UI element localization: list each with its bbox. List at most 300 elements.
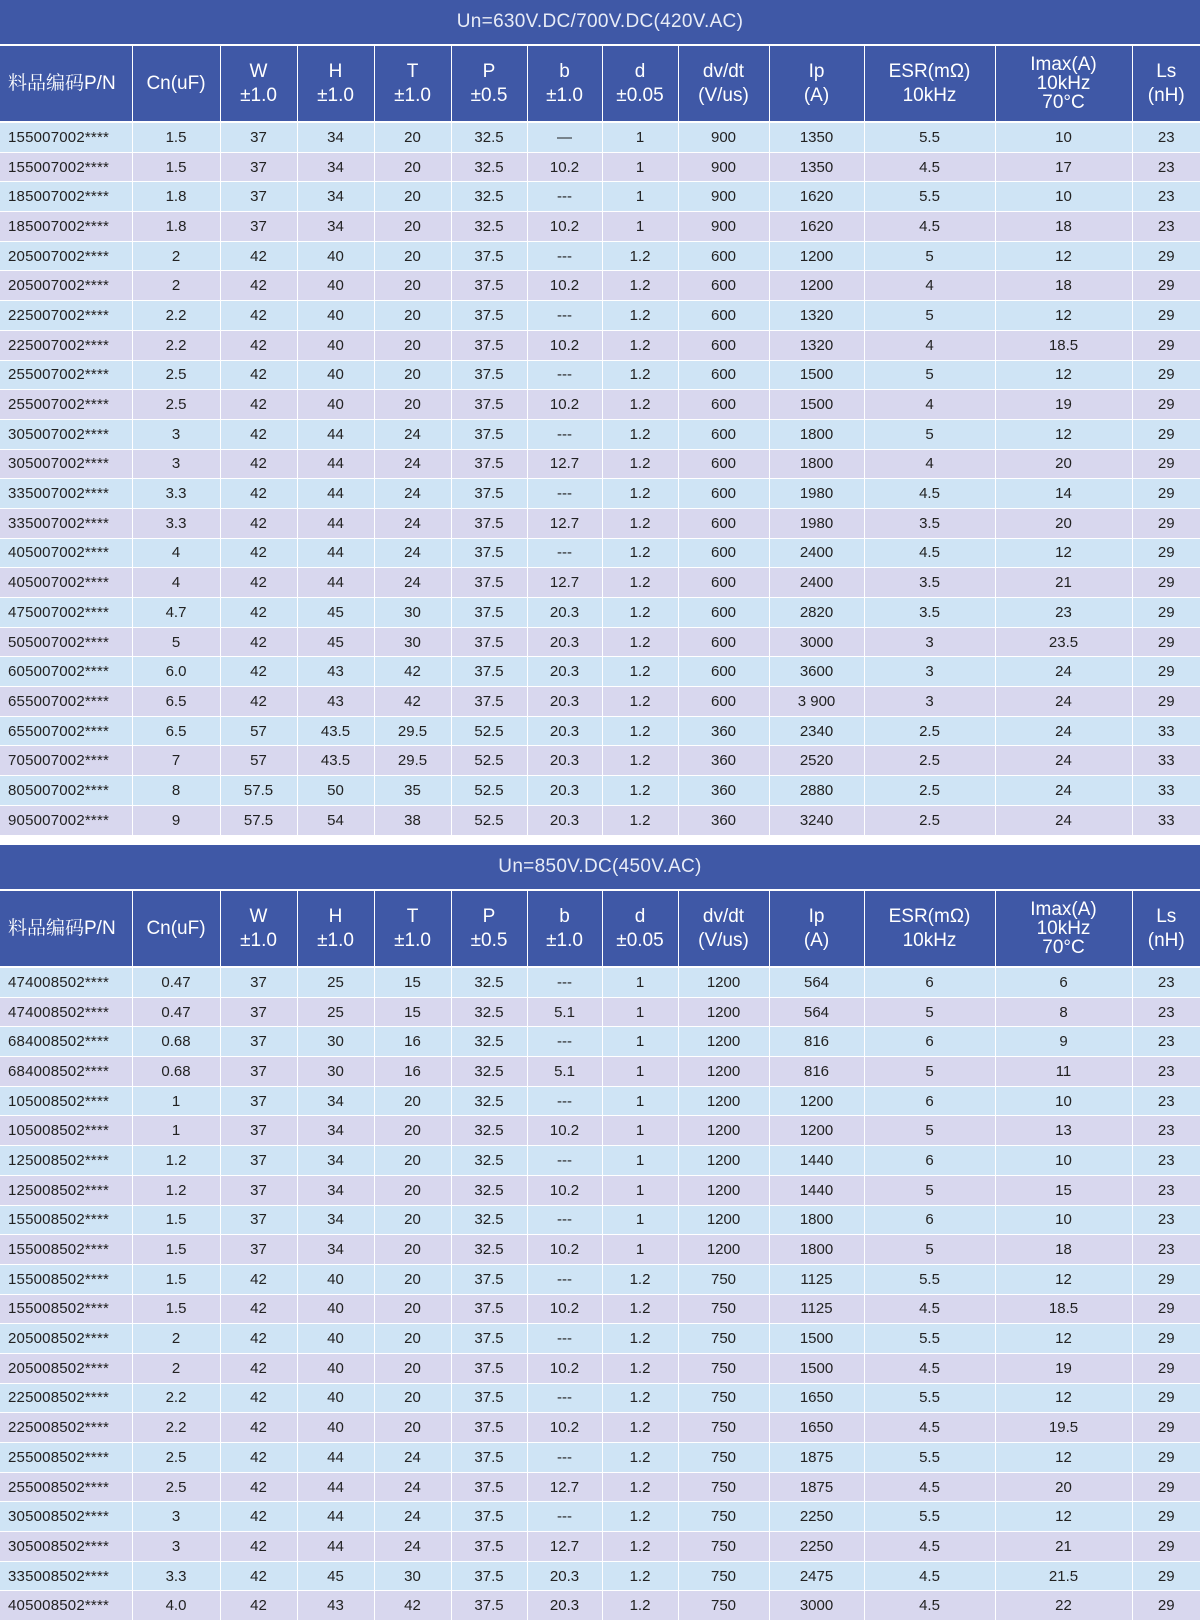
cell-ls: 23 [1132,182,1200,212]
cell-imax: 20 [995,449,1132,479]
table-row [0,301,1200,331]
cell-imax: 17 [995,152,1132,182]
cell-imax: 18 [995,271,1132,301]
cell-cn: 3 [132,1532,220,1562]
cell-d: 1 [602,1146,678,1176]
cell-d: 1.2 [602,1264,678,1294]
cell-b: 10.2 [527,152,602,182]
cell-w: 42 [220,538,297,568]
cell-ip: 2400 [769,538,864,568]
cell-h: 40 [297,1264,374,1294]
cell-h: 50 [297,776,374,806]
cell-t: 30 [374,1561,451,1591]
col-header-h [297,46,374,122]
cell-ls: 29 [1132,1264,1200,1294]
cell-pn: 205007002**** [0,271,132,301]
header-line: ±0.05 [616,84,664,106]
col-header-dvdt [678,46,769,122]
cell-d: 1.2 [602,1383,678,1413]
cell-pn: 335007002**** [0,508,132,538]
cell-ls: 29 [1132,568,1200,598]
col-header-b [527,891,602,967]
header-line: dv/dt [702,905,745,927]
cell-cn: 3.3 [132,508,220,538]
cell-ls: 29 [1132,1561,1200,1591]
cell-w: 37 [220,1086,297,1116]
header-line: ±0.5 [470,84,508,106]
cell-dvdt: 360 [678,776,769,806]
cell-dvdt: 600 [678,241,769,271]
cell-ls: 29 [1132,508,1200,538]
cell-h: 44 [297,568,374,598]
cell-cn: 2.5 [132,1443,220,1473]
cell-esr: 5 [864,1235,995,1265]
cell-imax: 12 [995,241,1132,271]
cell-h: 34 [297,1235,374,1265]
col-header-cn: Cn(uF) [132,46,220,122]
header-line: 10kHz [902,84,957,106]
cell-cn: 1 [132,1116,220,1146]
cell-b: 12.7 [527,568,602,598]
cell-h: 34 [297,152,374,182]
cell-dvdt: 750 [678,1591,769,1621]
cell-w: 42 [220,1294,297,1324]
section-title: Un=850V.DC(450V.AC) [0,845,1200,889]
cell-h: 40 [297,301,374,331]
cell-h: 44 [297,449,374,479]
cell-pn: 405007002**** [0,568,132,598]
cell-d: 1 [602,152,678,182]
cell-ls: 29 [1132,301,1200,331]
cell-w: 37 [220,967,297,997]
cell-b: --- [527,419,602,449]
table-row [0,182,1200,212]
cell-t: 20 [374,122,451,152]
cell-ip: 816 [769,1027,864,1057]
cell-b: 10.2 [527,1175,602,1205]
cell-imax: 19.5 [995,1413,1132,1443]
cell-pn: 505007002**** [0,627,132,657]
table-body [0,122,1200,835]
cell-w: 42 [220,330,297,360]
cell-b: 5.1 [527,997,602,1027]
cell-dvdt: 600 [678,627,769,657]
cell-b: --- [527,538,602,568]
cell-b: --- [527,479,602,509]
cell-esr: 6 [864,1027,995,1057]
cell-t: 24 [374,538,451,568]
cell-w: 42 [220,241,297,271]
cell-ls: 33 [1132,776,1200,806]
cell-w: 37 [220,1027,297,1057]
cell-imax: 12 [995,419,1132,449]
cell-h: 43.5 [297,716,374,746]
cell-d: 1 [602,1057,678,1087]
cell-h: 44 [297,1443,374,1473]
cell-h: 40 [297,241,374,271]
table-row [0,1443,1200,1473]
cell-ls: 29 [1132,1591,1200,1621]
cell-w: 42 [220,1532,297,1562]
table-row [0,390,1200,420]
cell-ip: 1500 [769,1353,864,1383]
cell-ip: 1350 [769,122,864,152]
cell-imax: 24 [995,805,1132,835]
table-row [0,1235,1200,1265]
cell-d: 1.2 [602,449,678,479]
cell-h: 40 [297,360,374,390]
cell-dvdt: 600 [678,330,769,360]
cell-t: 29.5 [374,746,451,776]
cell-ls: 29 [1132,1532,1200,1562]
cell-b: 12.7 [527,1532,602,1562]
cell-p: 37.5 [451,508,527,538]
cell-p: 37.5 [451,1532,527,1562]
cell-p: 37.5 [451,1443,527,1473]
cell-ls: 29 [1132,1472,1200,1502]
cell-w: 42 [220,627,297,657]
cell-pn: 255007002**** [0,360,132,390]
cell-esr: 2.5 [864,805,995,835]
table-row [0,538,1200,568]
cell-ls: 23 [1132,1027,1200,1057]
cell-cn: 2 [132,1353,220,1383]
col-header-h [297,891,374,967]
cell-p: 37.5 [451,1561,527,1591]
header-line: ±1.0 [317,84,354,106]
cell-pn: 155008502**** [0,1294,132,1324]
table-row [0,627,1200,657]
cell-cn: 1.8 [132,212,220,242]
cell-d: 1.2 [602,1413,678,1443]
table-row [0,1027,1200,1057]
cell-t: 24 [374,1502,451,1532]
col-header-d [602,46,678,122]
cell-esr: 5 [864,360,995,390]
cell-esr: 5.5 [864,122,995,152]
cell-d: 1.2 [602,627,678,657]
cell-p: 37.5 [451,568,527,598]
cell-esr: 5.5 [864,1324,995,1354]
cell-d: 1 [602,1116,678,1146]
cell-w: 42 [220,1324,297,1354]
cell-dvdt: 600 [678,271,769,301]
cell-t: 20 [374,390,451,420]
cell-dvdt: 1200 [678,1116,769,1146]
cell-pn: 155007002**** [0,122,132,152]
cell-pn: 255008502**** [0,1443,132,1473]
cell-d: 1 [602,1027,678,1057]
cell-p: 37.5 [451,449,527,479]
cell-d: 1.2 [602,1294,678,1324]
header-row [0,46,1200,122]
cell-pn: 305007002**** [0,449,132,479]
cell-h: 30 [297,1057,374,1087]
cell-pn: 605007002**** [0,657,132,687]
col-header-d [602,891,678,967]
cell-p: 32.5 [451,152,527,182]
cell-ip: 1500 [769,390,864,420]
cell-cn: 2.2 [132,330,220,360]
cell-ip: 1980 [769,479,864,509]
cell-pn: 405007002**** [0,538,132,568]
cell-h: 40 [297,1324,374,1354]
cell-pn: 335007002**** [0,479,132,509]
cell-ip: 564 [769,967,864,997]
cell-t: 20 [374,212,451,242]
cell-esr: 5.5 [864,1443,995,1473]
cell-imax: 24 [995,716,1132,746]
cell-d: 1.2 [602,538,678,568]
cell-ls: 29 [1132,1324,1200,1354]
header-line: (V/us) [698,929,749,951]
cell-d: 1.2 [602,271,678,301]
cell-h: 34 [297,182,374,212]
cell-b: --- [527,360,602,390]
cell-b: 10.2 [527,330,602,360]
table-row [0,1146,1200,1176]
cell-cn: 6.5 [132,716,220,746]
cell-cn: 1.5 [132,152,220,182]
cell-pn: 705007002**** [0,746,132,776]
cell-t: 20 [374,1383,451,1413]
cell-cn: 0.68 [132,1057,220,1087]
cell-ip: 1800 [769,449,864,479]
cell-esr: 3 [864,687,995,717]
header-line: Ip [808,905,825,927]
cell-w: 37 [220,1146,297,1176]
cell-b: 12.7 [527,1472,602,1502]
table-row [0,716,1200,746]
cell-h: 25 [297,967,374,997]
cell-h: 43 [297,1591,374,1621]
cell-pn: 125008502**** [0,1175,132,1205]
cell-w: 57 [220,716,297,746]
cell-ls: 29 [1132,1413,1200,1443]
cell-b: — [527,122,602,152]
table-row [0,598,1200,628]
cell-imax: 10 [995,182,1132,212]
cell-t: 20 [374,241,451,271]
table-row [0,360,1200,390]
table-row [0,1561,1200,1591]
cell-ls: 29 [1132,1383,1200,1413]
cell-p: 37.5 [451,657,527,687]
cell-pn: 225008502**** [0,1413,132,1443]
spec-section-850v [0,845,1200,1621]
cell-dvdt: 750 [678,1532,769,1562]
cell-ip: 3000 [769,1591,864,1621]
cell-pn: 805007002**** [0,776,132,806]
cell-cn: 2 [132,241,220,271]
cell-b: --- [527,1502,602,1532]
cell-dvdt: 750 [678,1264,769,1294]
cell-h: 30 [297,1027,374,1057]
col-header-imax [995,46,1132,122]
cell-imax: 10 [995,1146,1132,1176]
header-row [0,891,1200,967]
cell-d: 1.2 [602,1502,678,1532]
cell-t: 20 [374,1264,451,1294]
cell-h: 44 [297,419,374,449]
cell-t: 20 [374,1235,451,1265]
cell-pn: 255008502**** [0,1472,132,1502]
cell-esr: 5.5 [864,1383,995,1413]
cell-p: 37.5 [451,390,527,420]
cell-b: 20.3 [527,657,602,687]
cell-t: 42 [374,1591,451,1621]
cell-esr: 5 [864,301,995,331]
header-line: H [328,60,343,82]
cell-esr: 2.5 [864,716,995,746]
cell-ls: 29 [1132,271,1200,301]
cell-t: 20 [374,301,451,331]
header-line: 10kHz [1036,918,1091,939]
cell-t: 42 [374,657,451,687]
cell-t: 24 [374,1532,451,1562]
cell-h: 40 [297,1353,374,1383]
table-row [0,1591,1200,1621]
cell-dvdt: 750 [678,1353,769,1383]
cell-d: 1.2 [602,479,678,509]
cell-d: 1.2 [602,657,678,687]
table-row [0,449,1200,479]
header-line: P [482,60,496,82]
cell-w: 42 [220,568,297,598]
cell-h: 25 [297,997,374,1027]
cell-t: 35 [374,776,451,806]
cell-p: 37.5 [451,1383,527,1413]
header-line: (A) [803,84,830,106]
cell-ip: 2250 [769,1502,864,1532]
cell-imax: 23.5 [995,627,1132,657]
cell-imax: 11 [995,1057,1132,1087]
cell-ls: 23 [1132,1057,1200,1087]
cell-esr: 5.5 [864,1502,995,1532]
cell-h: 43.5 [297,746,374,776]
cell-p: 37.5 [451,330,527,360]
cell-dvdt: 600 [678,301,769,331]
cell-esr: 4.5 [864,152,995,182]
cell-p: 32.5 [451,1057,527,1087]
cell-b: 20.3 [527,687,602,717]
cell-b: --- [527,1086,602,1116]
cell-d: 1.2 [602,746,678,776]
cell-w: 42 [220,1264,297,1294]
cell-dvdt: 1200 [678,1235,769,1265]
cell-imax: 8 [995,997,1132,1027]
cell-pn: 205008502**** [0,1324,132,1354]
header-line: Ip [808,60,825,82]
header-line: ±1.0 [317,929,354,951]
cell-imax: 6 [995,967,1132,997]
cell-b: 20.3 [527,598,602,628]
col-header-w [220,46,297,122]
cell-cn: 1.5 [132,1205,220,1235]
cell-b: --- [527,1205,602,1235]
cell-p: 52.5 [451,746,527,776]
cell-ls: 23 [1132,1175,1200,1205]
cell-p: 32.5 [451,212,527,242]
header-line: 70°C [1042,937,1085,958]
cell-ls: 33 [1132,746,1200,776]
cell-ip: 1440 [769,1146,864,1176]
cell-w: 42 [220,687,297,717]
cell-dvdt: 1200 [678,1205,769,1235]
header-line: ±1.0 [546,84,583,106]
cell-imax: 24 [995,687,1132,717]
cell-t: 24 [374,479,451,509]
col-header-ls [1132,891,1200,967]
cell-d: 1.2 [602,1324,678,1354]
header-line: 10kHz [902,929,957,951]
cell-dvdt: 900 [678,122,769,152]
cell-ip: 3600 [769,657,864,687]
cell-esr: 5 [864,1057,995,1087]
table-row [0,1502,1200,1532]
cell-ls: 23 [1132,152,1200,182]
cell-cn: 0.68 [132,1027,220,1057]
cell-t: 20 [374,1324,451,1354]
cell-w: 37 [220,182,297,212]
cell-w: 42 [220,360,297,390]
cell-d: 1.2 [602,1443,678,1473]
cell-d: 1.2 [602,360,678,390]
header-line: ±0.5 [470,929,508,951]
cell-t: 20 [374,1086,451,1116]
cell-h: 44 [297,1532,374,1562]
cell-pn: 684008502**** [0,1057,132,1087]
cell-dvdt: 750 [678,1383,769,1413]
cell-p: 37.5 [451,627,527,657]
cell-ls: 29 [1132,360,1200,390]
cell-imax: 24 [995,776,1132,806]
cell-t: 20 [374,1353,451,1383]
table-row [0,568,1200,598]
header-line: ±1.0 [546,929,583,951]
cell-h: 44 [297,1502,374,1532]
cell-t: 20 [374,330,451,360]
table-row [0,479,1200,509]
cell-esr: 4.5 [864,479,995,509]
header-line: ESR(mΩ) [888,905,971,927]
cell-w: 42 [220,1383,297,1413]
cell-ls: 29 [1132,1294,1200,1324]
cell-esr: 6 [864,1146,995,1176]
cell-imax: 10 [995,122,1132,152]
table-row [0,419,1200,449]
cell-h: 34 [297,1086,374,1116]
cell-p: 32.5 [451,1235,527,1265]
cell-t: 20 [374,271,451,301]
cell-t: 20 [374,152,451,182]
cell-d: 1.2 [602,776,678,806]
cell-ip: 1125 [769,1294,864,1324]
cell-ip: 1320 [769,330,864,360]
cell-esr: 4 [864,449,995,479]
cell-ls: 23 [1132,122,1200,152]
cell-ip: 1200 [769,1086,864,1116]
cell-b: 10.2 [527,1413,602,1443]
cell-cn: 8 [132,776,220,806]
cell-h: 34 [297,1175,374,1205]
cell-d: 1.2 [602,330,678,360]
cell-ls: 23 [1132,1205,1200,1235]
cell-d: 1.2 [602,1532,678,1562]
table-row [0,1264,1200,1294]
cell-ip: 1620 [769,182,864,212]
header-line: T [406,60,419,82]
